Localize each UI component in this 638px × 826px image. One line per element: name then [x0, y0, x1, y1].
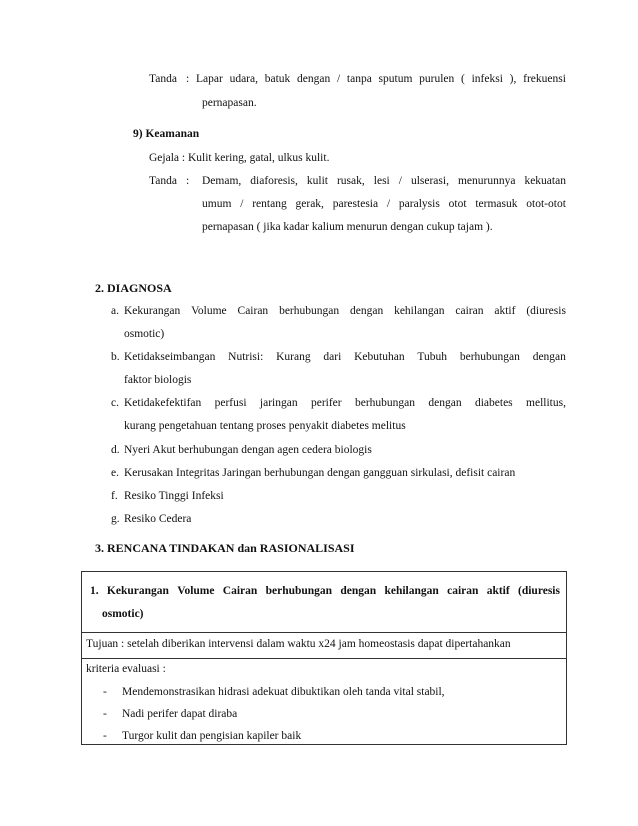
- word: cairan: [455, 305, 484, 317]
- word: kehilangan: [394, 305, 445, 317]
- word: Kebutuhan: [354, 351, 405, 363]
- word: cairan: [447, 585, 479, 597]
- table-title-line-1: [90, 585, 560, 597]
- diagnosa-item-g: Resiko Cedera: [124, 513, 192, 525]
- word: dengan: [428, 397, 462, 409]
- diagnosa-item-f: Resiko Tinggi Infeksi: [124, 490, 224, 502]
- keamanan-tanda-label: Tanda: [149, 175, 177, 187]
- tanda-napas-label: Tanda: [149, 73, 177, 85]
- tanda-napas-colon: :: [186, 73, 190, 85]
- diagnosa-letter-b: b.: [111, 351, 120, 363]
- word: Kurang: [276, 351, 311, 363]
- word: tanpa: [346, 73, 372, 85]
- bullet-dash: -: [103, 730, 107, 742]
- word: Kekurangan: [106, 585, 169, 597]
- word: Lapar: [196, 73, 223, 85]
- word: Kekurangan: [124, 305, 181, 317]
- diagnosa-letter-c: c.: [111, 397, 119, 409]
- table-divider-1: [82, 632, 566, 633]
- table-kriteria: kriteria evaluasi :: [86, 663, 166, 675]
- word: parestesia: [332, 198, 379, 210]
- word: dengan: [297, 73, 331, 85]
- word: kekuatan: [524, 175, 566, 187]
- diagnosa-item-e: Kerusakan Integritas Jaringan berhubungan dengan gangguan sirkulasi, defisit cairan: [124, 467, 516, 479]
- word: batuk: [264, 73, 291, 85]
- keamanan-tanda-line-3: pernapasan ( jika kadar kalium menurun dengan cukup tajam ).: [202, 221, 493, 233]
- word: rentang: [252, 198, 287, 210]
- word: purulen: [419, 73, 455, 85]
- kriteria-item-3: Turgor kulit dan pengisian kapiler baik: [122, 730, 302, 742]
- word: dengan: [340, 585, 377, 597]
- keamanan-heading: 9) Keamanan: [133, 128, 200, 140]
- word: rusak,: [336, 175, 365, 187]
- word: /: [336, 73, 341, 85]
- word: paralysis: [398, 198, 440, 210]
- diagnosa-letter-a: a.: [111, 305, 119, 317]
- word: dengan: [349, 305, 384, 317]
- tanda-napas-line-2: pernapasan.: [202, 97, 257, 109]
- word: (diuresis: [526, 305, 566, 317]
- keamanan-tanda-colon: :: [186, 175, 190, 187]
- diagnosa-item-d: Nyeri Akut berhubungan dengan agen cedera biologis: [124, 444, 372, 456]
- word: infeksi: [471, 73, 503, 85]
- table-tujuan: Tujuan : setelah diberikan intervensi dalam waktu x24 jam homeostasis dapat dipertahankan: [86, 638, 511, 650]
- word: frekuensi: [523, 73, 566, 85]
- kriteria-item-2: Nadi perifer dapat diraba: [122, 708, 238, 720]
- word: jaringan: [259, 397, 298, 409]
- keamanan-tanda-line-1: [202, 175, 566, 187]
- table-divider-2: [82, 658, 566, 659]
- diagnosa-item-a-line-1: [124, 305, 566, 317]
- word: Ketidakseimbangan: [124, 351, 216, 363]
- word: otot: [448, 198, 467, 210]
- word: (: [461, 73, 465, 85]
- word: kulit: [306, 175, 328, 187]
- word: umum: [202, 198, 232, 210]
- word: ulserasi,: [410, 175, 449, 187]
- word: ),: [509, 73, 517, 85]
- word: (diuresis: [518, 585, 560, 597]
- word: Cairan: [222, 585, 258, 597]
- word: Nutrisi:: [228, 351, 264, 363]
- word: aktif: [486, 585, 510, 597]
- word: berhubungan: [459, 351, 520, 363]
- rencana-table: [81, 571, 567, 745]
- word: dari: [323, 351, 342, 363]
- table-title-line-2: osmotic): [102, 608, 144, 620]
- word: berhubungan: [265, 585, 333, 597]
- word: berhubungan: [354, 397, 416, 409]
- word: /: [240, 198, 244, 210]
- word: dengan: [532, 351, 566, 363]
- tanda-napas-line-1: [196, 73, 566, 85]
- word: /: [386, 198, 391, 210]
- word: diabetes: [474, 397, 513, 409]
- diagnosa-item-c-line-2: kurang pengetahuan tentang proses penyakit diabetes melitus: [124, 420, 406, 432]
- rencana-heading: 3. RENCANA TINDAKAN dan RASIONALISASI: [95, 541, 355, 555]
- word: gerak,: [295, 198, 324, 210]
- word: otot-otot: [526, 198, 566, 210]
- diagnosa-letter-g: g.: [111, 513, 120, 525]
- word: perfusi: [214, 397, 247, 409]
- word: diaforesis,: [250, 175, 298, 187]
- word: perifer: [310, 397, 342, 409]
- word: Tubuh: [417, 351, 448, 363]
- word: sputum: [378, 73, 413, 85]
- diagnosa-letter-e: e.: [111, 467, 119, 479]
- keamanan-gejala: Gejala : Kulit kering, gatal, ulkus kulit.: [149, 152, 330, 164]
- diagnosa-letter-f: f.: [111, 490, 118, 502]
- word: Demam,: [202, 175, 242, 187]
- word: termasuk: [475, 198, 518, 210]
- word: menurunnya: [457, 175, 516, 187]
- diagnosa-letter-d: d.: [111, 444, 120, 456]
- word: mellitus,: [526, 397, 566, 409]
- keamanan-tanda-line-2: [202, 198, 566, 210]
- kriteria-item-1: Mendemonstrasikan hidrasi adekuat dibuktikan oleh tanda vital stabil,: [122, 686, 445, 698]
- diagnosa-item-b-line-2: faktor biologis: [124, 374, 192, 386]
- word: /: [398, 175, 402, 187]
- bullet-dash: -: [103, 686, 107, 698]
- word: lesi: [373, 175, 390, 187]
- word: Volume: [177, 585, 215, 597]
- diagnosa-item-b-line-1: [124, 351, 566, 363]
- word: berhubungan: [279, 305, 340, 317]
- bullet-dash: -: [103, 708, 107, 720]
- word: Volume: [191, 305, 227, 317]
- word: 1.: [90, 585, 99, 597]
- diagnosa-item-a-line-2: osmotic): [124, 328, 165, 340]
- word: udara,: [229, 73, 258, 85]
- diagnosa-heading: 2. DIAGNOSA: [95, 281, 172, 295]
- word: Cairan: [237, 305, 269, 317]
- word: kehilangan: [384, 585, 439, 597]
- word: aktif: [494, 305, 516, 317]
- diagnosa-item-c-line-1: [124, 397, 566, 409]
- word: Ketidakefektifan: [124, 397, 202, 409]
